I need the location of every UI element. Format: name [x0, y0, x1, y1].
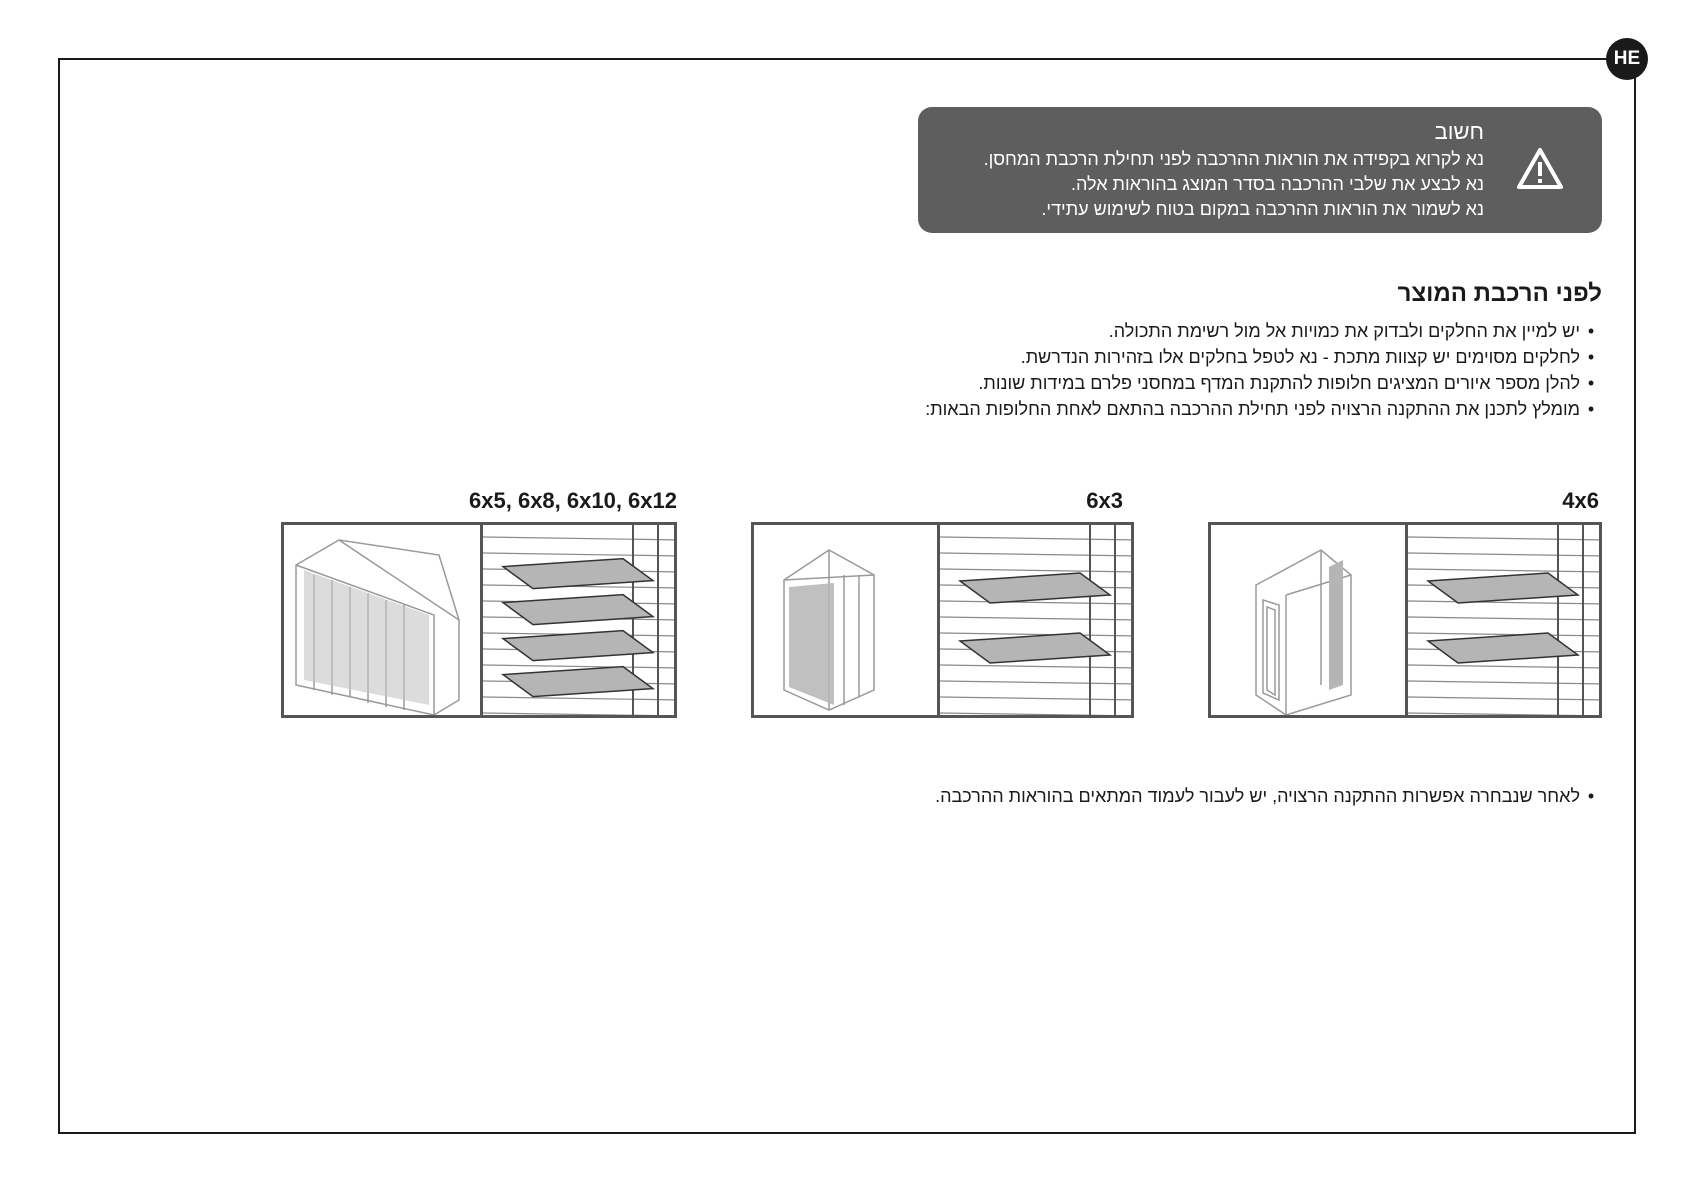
section-title: לפני הרכבת המוצר: [1397, 280, 1602, 307]
shed-drawing: [284, 525, 480, 718]
bullet-item: • להלן מספר איורים המציגים חלופות להתקנת המדף במחסני פלרם במידות שונות.: [925, 370, 1602, 396]
final-note-text: • לאחר שנבחרה אפשרות ההתקנה הרצויה, יש לעבור לעמוד המתאים בהוראות ההרכבה.: [935, 786, 1602, 807]
warning-line: נא לבצע את שלבי ההרכבה בסדר המוצג בהוראות אלה.: [1071, 174, 1484, 194]
option-figure-6x3: [751, 522, 1134, 718]
final-note: [935, 786, 1602, 807]
option-label-4x6: 4x6: [1562, 488, 1599, 513]
bullet-item: • מומלץ לתכנן את ההתקנה הרצויה לפני תחילת ההרכבה בהתאם לאחת החלופות הבאות:: [925, 396, 1602, 422]
shelf-wall-drawing: [1405, 525, 1602, 718]
shelf-board: [503, 667, 653, 697]
shelf-board: [1428, 633, 1578, 663]
shelf-board: [960, 633, 1110, 663]
language-badge: HE: [1606, 38, 1648, 80]
warning-line: נא לקרוא בקפידה את הוראות ההרכבה לפני תחילת הרכבת המחסן.: [983, 149, 1484, 169]
shed-drawing: [1211, 525, 1401, 718]
bullet-item: • יש למיין את החלקים ולבדוק את כמויות אל מול רשימת התכולה.: [925, 318, 1602, 344]
warning-box: [918, 107, 1602, 233]
option-label-6x5-6x12: 6x5, 6x8, 6x10, 6x12: [469, 488, 677, 513]
shelf-board: [503, 559, 653, 589]
option-label-6x3: 6x3: [1086, 488, 1123, 513]
bullet-list: [925, 318, 1602, 422]
option-figure-6x5-6x12: [281, 522, 677, 718]
option-figure-4x6: [1208, 522, 1602, 718]
shelf-wall-drawing: [937, 525, 1134, 718]
shelf-board: [1428, 573, 1578, 603]
shed-drawing: [754, 525, 934, 718]
shelf-wall-drawing: [480, 525, 677, 718]
bullet-item: • לחלקים מסוימים יש קצוות מתכת - נא לטפל בחלקים אלו בזהירות הנדרשת.: [925, 344, 1602, 370]
shelf-board: [960, 573, 1110, 603]
shelf-board: [503, 595, 653, 625]
warning-triangle-icon: [1516, 147, 1564, 191]
warning-line: נא לשמור את הוראות ההרכבה במקום בטוח לשימוש עתידי.: [1041, 199, 1484, 219]
warning-title: חשוב: [1434, 119, 1484, 144]
